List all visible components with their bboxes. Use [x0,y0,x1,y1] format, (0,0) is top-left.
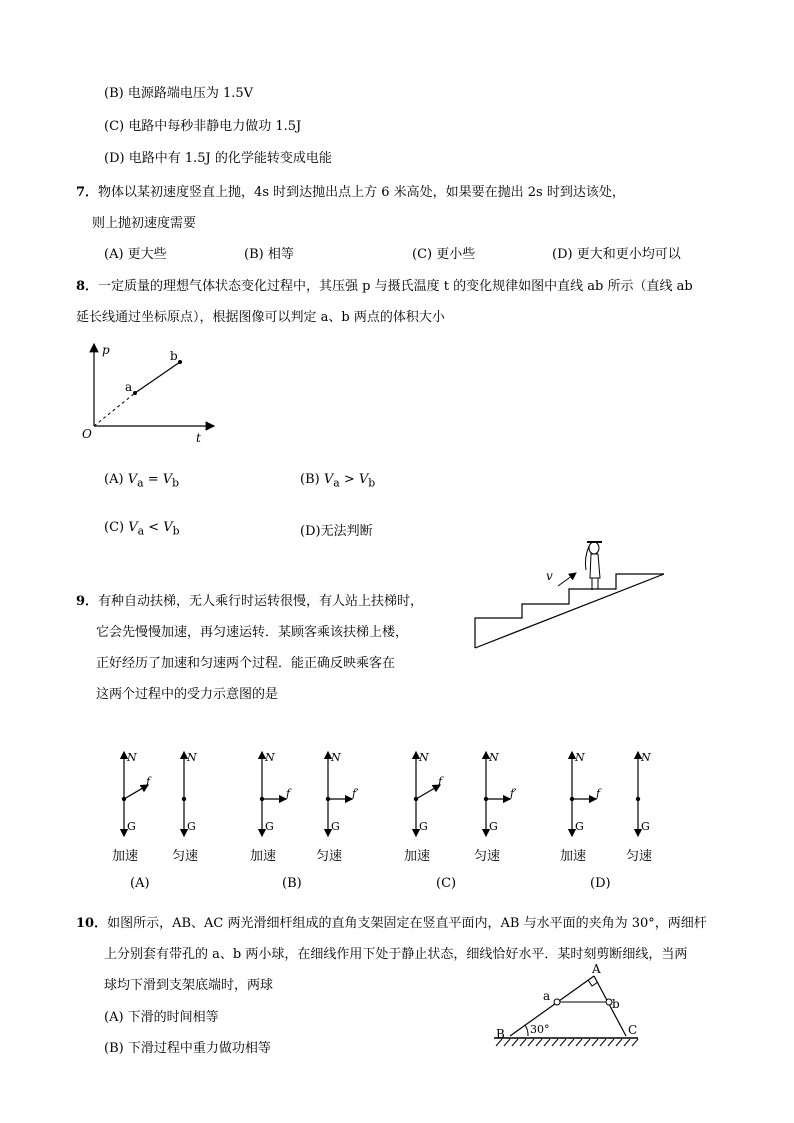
q7-number: 7． [76,185,99,200]
q10-label-C: C [628,1023,638,1037]
q8-v: V [323,472,334,487]
q8-option-b [300,472,375,490]
q8-point-b-dot [178,360,182,364]
q9-person-head [589,542,599,554]
q10-ball-a [554,999,560,1005]
q8-line-ab [135,362,180,393]
q9-force-diagrams [100,744,690,896]
uniform-caption: 匀速 [172,849,199,864]
q9-stem-line1 [76,590,423,609]
gravity-label: G [489,820,498,833]
q8-stem-line2: 延长线通过坐标原点），根据图像可以判定 a、b 两点的体积大小 [76,310,445,325]
q8-v: V [163,520,173,535]
force-point [182,797,186,801]
q10-figure [488,962,640,1054]
gravity-label: G [127,820,136,833]
q8-point-a-dot [133,391,137,395]
friction-label: f [286,787,291,800]
option-label-a: (A) [130,876,150,891]
q7-option-a: (A) 更大些 [104,247,167,262]
option-label-c: (C) [436,876,457,891]
q10-rod-ac [594,976,626,1036]
normal-force-label: N [419,751,429,764]
normal-force-label: N [187,751,197,764]
q7-stem-line2: 则上抛初速度需要 [92,216,197,231]
q8-stem-line1 [76,275,693,294]
friction-arrow [416,785,440,799]
q8-pt-graph [80,338,230,448]
normal-force-label: N [265,751,275,764]
uniform-caption: 匀速 [474,849,501,864]
q7-text-1: 物体以某初速度竖直上抛，4s 时到达抛出点上方 6 米高处，如果要在抛出 2s 时到达该处， [98,185,625,200]
gravity-label: G [419,820,428,833]
q8-x-label: t [196,431,201,445]
q10-stem-line3: 球均下滑到支架底端时，两球 [104,978,274,993]
accel-caption: 加速 [404,849,431,864]
q8-sub: a [333,476,340,490]
friction-arrow [124,785,148,799]
q8-sub: b [368,476,376,490]
q10-stem-line1 [76,912,707,931]
q10-option-a: (A) 下滑的时间相等 [104,1010,219,1025]
friction-label: f [438,775,443,788]
q8-relation: < [148,520,160,535]
q6-option-b: (B) 电源路端电压为 1.5V [104,86,254,101]
option-label-d: (D) [590,876,611,891]
normal-force-label: N [575,751,585,764]
q8-y-label: p [102,343,110,357]
gravity-label: G [187,820,196,833]
q8-option-a [104,472,179,490]
normal-force-label: N [331,751,341,764]
q10-stem-line2: 上分别套有带孔的 a、b 两小球，在细线作用下处于静止状态，细线恰好水平．某时刻剪断细线，当两 [104,947,688,962]
q8-sub: b [172,524,180,538]
gravity-label: G [265,820,274,833]
q10-ground-hatch [496,1039,638,1046]
q6-option-c: (C) 电路中每秒非静电力做功 1.5J [104,119,302,134]
q7-option-d: (D) 更大和更小均可以 [552,247,681,262]
q8-v: V [127,472,138,487]
q7-stem-line1 [76,181,625,200]
q9-person-hair [585,546,589,570]
uniform-caption: 匀速 [626,849,653,864]
q10-rod-ab [510,976,594,1036]
q10-label-b: b [612,997,620,1011]
q10-angle-arc [525,1025,528,1036]
option-label-b: (B) [282,876,302,891]
friction-label: f [596,787,601,800]
q8-sub: a [137,476,144,490]
q8-number: 8． [76,279,99,294]
q8-v: V [128,520,138,535]
gravity-label: G [575,820,584,833]
q8-option-c [104,520,180,538]
q8-option-b-label: (B) [300,472,320,487]
q8-v: V [358,472,369,487]
q9-velocity-arrow [558,573,576,586]
q8-text-1: 一定质量的理想气体状态变化过程中，其压强 p 与摄氏温度 t 的变化规律如图中直线 ab 所示（直线 ab [98,279,693,294]
q9-text-1: 有种自动扶梯，无人乘行时运转很慢，有人站上扶梯时， [98,594,424,609]
q10-label-A: A [592,962,601,976]
accel-caption: 加速 [112,849,139,864]
q8-sub: a [137,524,145,538]
q10-number: 10． [76,916,108,931]
gravity-label: G [331,820,340,833]
q9-incline [475,574,664,648]
q9-stem-line3: 正好经历了加速和匀速两个过程．能正确反映乘客在 [96,656,396,671]
q10-option-b: (B) 下滑过程中重力做功相等 [104,1041,271,1056]
q10-label-a: a [543,989,551,1003]
q6-option-d: (D) 电路中有 1.5J 的化学能转变成电能 [104,151,332,166]
friction-label: f [146,775,151,788]
q9-stem-line4: 这两个过程中的受力示意图的是 [96,687,279,702]
q10-label-B: B [496,1027,505,1041]
q8-sub: b [172,476,180,490]
q8-option-d: (D)无法判断 [300,524,373,539]
accel-caption: 加速 [560,849,587,864]
q8-option-c-label: (C) [104,520,125,535]
gravity-label: G [641,820,650,833]
q9-stem-line2: 它会先慢慢加速，再匀速运转．某顾客乘该扶梯上楼， [96,625,409,640]
q8-origin-label: O [82,427,92,441]
normal-force-label: N [489,751,499,764]
q8-option-a-label: (A) [104,472,124,487]
q8-v: V [162,472,173,487]
q8-point-b-label: b [170,349,178,363]
q10-text-1: 如图所示，AB、AC 两光滑细杆组成的直角支架固定在竖直平面内，AB 与水平面的夹角为 30°，两细杆 [107,916,707,931]
uniform-caption: 匀速 [316,849,343,864]
q9-person-body [590,554,600,578]
q8-dashed-extension [94,393,135,426]
q9-stairs [475,574,664,633]
q7-option-c: (C) 更小些 [412,247,476,262]
q9-velocity-label: v [546,569,553,583]
q9-escalator-figure [470,530,670,655]
q7-option-b: (B) 相等 [244,247,294,262]
q8-relation: > [343,472,355,487]
normal-force-label: N [641,751,651,764]
force-point [636,797,640,801]
q8-point-a-label: a [125,380,133,394]
friction-label: f′ [510,787,517,800]
friction-label: f′ [352,787,359,800]
q9-number: 9． [76,594,99,609]
q8-relation: = [147,472,159,487]
accel-caption: 加速 [250,849,277,864]
q10-angle-label: 30° [530,1023,550,1036]
normal-force-label: N [127,751,137,764]
